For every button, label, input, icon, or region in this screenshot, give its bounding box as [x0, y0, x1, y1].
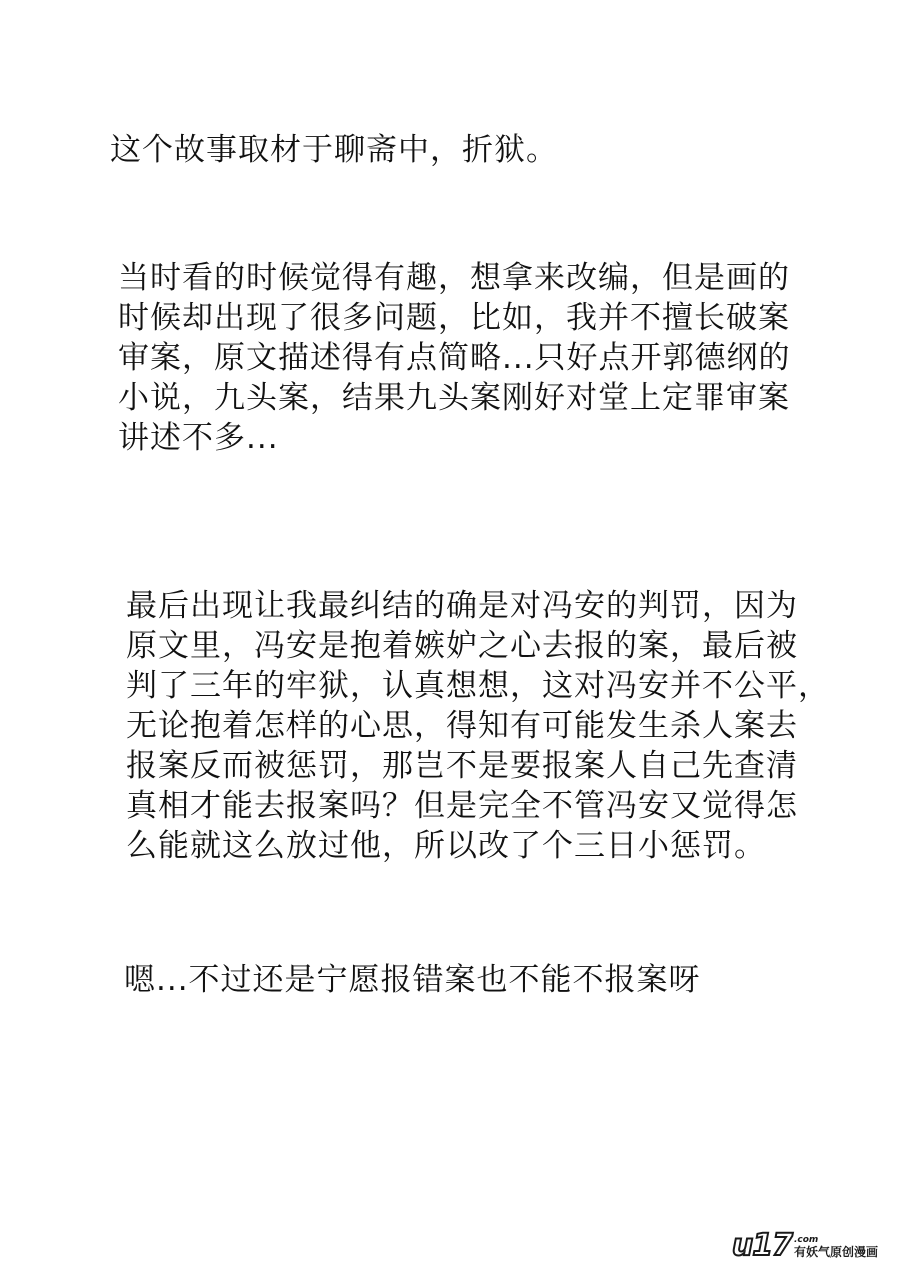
text-line: 讲述不多...: [118, 420, 279, 456]
text-line: 当时看的时候觉得有趣，想拿来改编，但是画的: [118, 260, 790, 296]
paragraph-punishment-notes: [126, 586, 830, 866]
text-line: 原文里，冯安是抱着嫉妒之心去报的案，最后被: [126, 628, 798, 664]
watermark-tagline: [794, 1235, 878, 1259]
text-line: 么能就这么放过他，所以改了个三日小惩罚。: [126, 828, 766, 864]
text-line: 判了三年的牢狱，认真想想，这对冯安并不公平，: [126, 668, 830, 704]
watermark-slogan: 有妖气原创漫画: [793, 1245, 878, 1259]
text-line: 这个故事取材于聊斋中，折狱。: [110, 132, 558, 168]
text-line: 真相才能去报案吗？但是完全不管冯安又觉得怎: [126, 788, 798, 824]
paragraph-closing-remark: [124, 960, 701, 1000]
u17-watermark-logo: [732, 1227, 878, 1261]
text-line: 审案，原文描述得有点简略...只好点开郭德纲的: [118, 340, 791, 376]
text-line: 时候却出现了很多问题，比如，我并不擅长破案: [118, 300, 790, 336]
paragraph-source-note: [110, 130, 558, 170]
text-line: 嗯...不过还是宁愿报错案也不能不报案呀: [124, 962, 701, 998]
text-line: 小说，九头案，结果九头案刚好对堂上定罪审案: [118, 380, 790, 416]
watermark-domain: .com: [793, 1235, 819, 1245]
text-line: 报案反而被惩罚，那岂不是要报案人自己先查清: [126, 748, 798, 784]
text-line: 最后出现让我最纠结的确是对冯安的判罚，因为: [126, 588, 798, 624]
paragraph-adaptation-notes: [118, 258, 791, 458]
watermark-logo-text: u17: [731, 1228, 792, 1263]
text-line: 无论抱着怎样的心思，得知有可能发生杀人案去: [126, 708, 798, 744]
